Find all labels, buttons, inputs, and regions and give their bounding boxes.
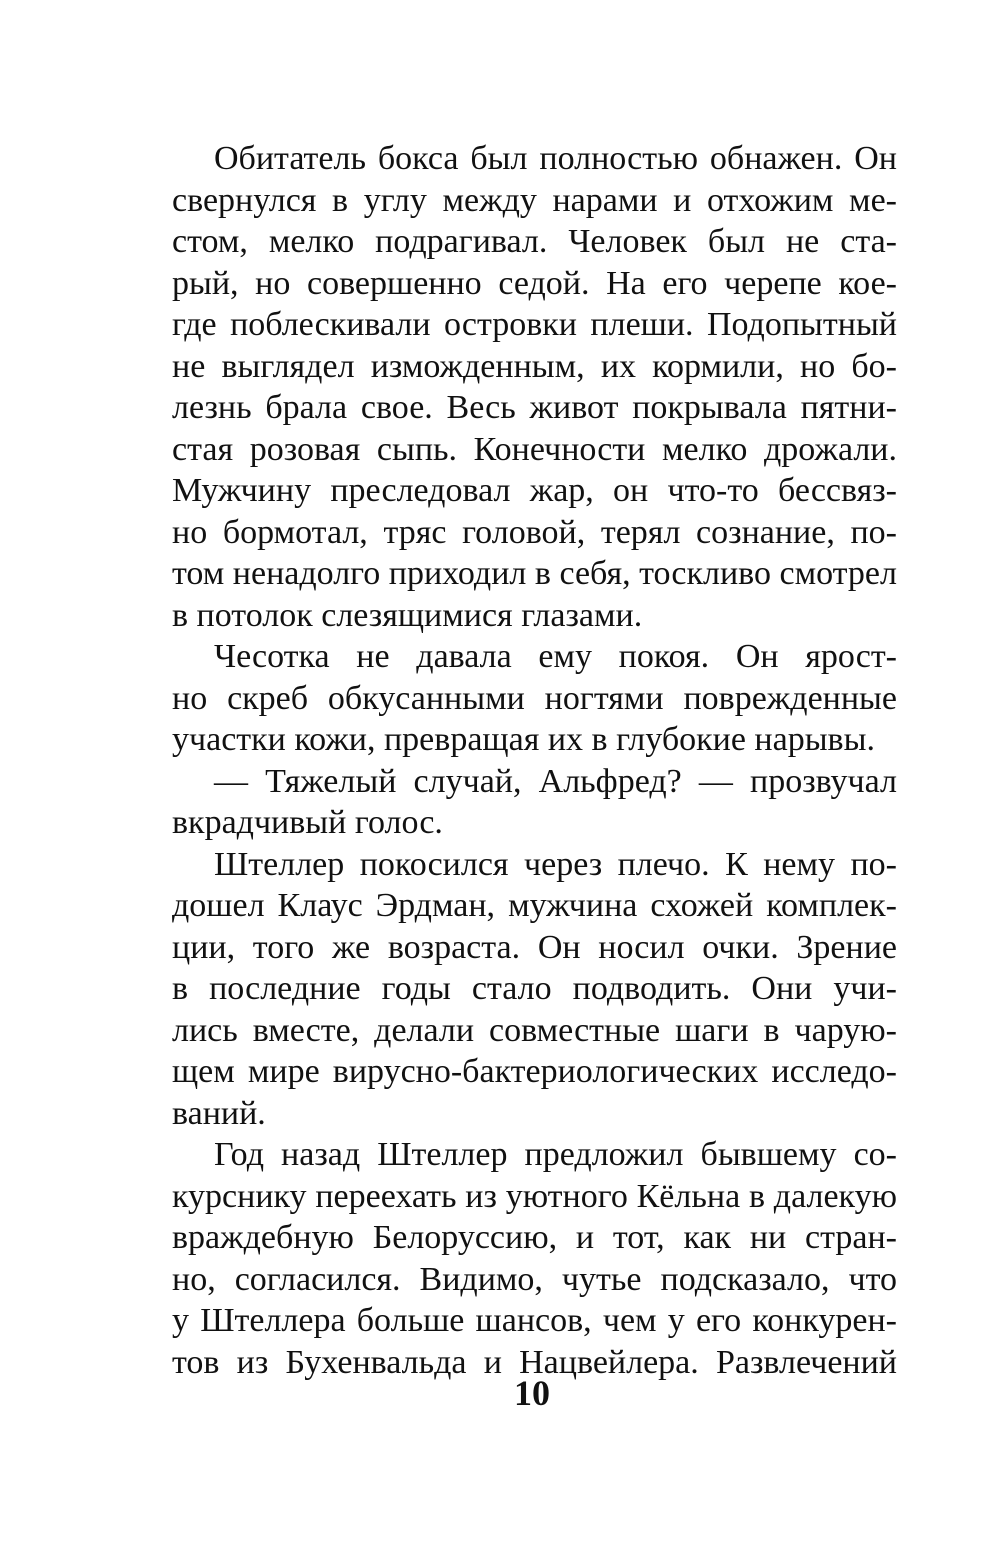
text-line: Мужчину преследовал жар, он что-то бессвяз- (172, 472, 897, 509)
text-line: тов из Бухенвальда и Нацвейлера. Развлечений (172, 1343, 897, 1381)
text-line: Обитатель бокса был полностью обнажен. Он (214, 140, 897, 177)
page-number: 10 (514, 1373, 550, 1413)
body-text (172, 138, 897, 1383)
text-line: том ненадолго приходил в себя, тоскливо смотрел (172, 555, 897, 592)
text-line: враждебную Белоруссию, и тот, как ни стран- (172, 1219, 897, 1256)
text-line: не выглядел изможденным, их кормили, но бо- (172, 347, 897, 385)
text-line: дошел Клаус Эрдман, мужчина схожей комплек- (172, 887, 897, 924)
text-line: вкрадчивый голос. (172, 804, 443, 841)
text-line: ваний. (172, 1094, 266, 1132)
text-line: участки кожи, превращая их в глубокие нарывы. (172, 721, 875, 758)
text-line: стом, мелко подрагивал. Человек был не ста- (172, 223, 897, 260)
text-line: у Штеллера больше шансов, чем у его конкурен- (172, 1302, 897, 1339)
text-line: — Тяжелый случай, Альфред? — прозвучал (214, 762, 897, 800)
text-line: ции, того же возраста. Он носил очки. Зрение (172, 928, 897, 966)
text-line: Штеллер покосился через плечо. К нему по- (214, 845, 897, 883)
text-line: курснику переехать из уютного Кёльна в далекую (172, 1177, 897, 1215)
text-line: но, согласился. Видимо, чутье подсказало, что (172, 1260, 897, 1298)
text-line: свернулся в углу между нарами и отхожим ме- (172, 181, 897, 219)
text-line: щем мире вирусно-бактериологических исследо- (172, 1053, 897, 1090)
text-line: лезнь брала свое. Весь живот покрывала пятни- (172, 389, 897, 426)
text-line: рый, но совершенно седой. На его черепе кое- (172, 264, 897, 302)
text-line: но бормотал, тряс головой, терял сознание, по- (172, 513, 897, 551)
text-line: в потолок слезящимися глазами. (172, 596, 643, 634)
text-line: лись вместе, делали совместные шаги в чарую- (172, 1011, 897, 1049)
text-line: в последние годы стало подводить. Они учи- (172, 970, 897, 1007)
text-line: стая розовая сыпь. Конечности мелко дрожали. (172, 430, 897, 468)
text-line: но скреб обкусанными ногтями поврежденные (172, 679, 897, 717)
text-line: где поблескивали островки плеши. Подопытный (172, 306, 897, 343)
text-line: Год назад Штеллер предложил бывшему со- (214, 1136, 897, 1173)
text-line: Чесотка не давала ему покоя. Он ярост- (214, 638, 897, 675)
